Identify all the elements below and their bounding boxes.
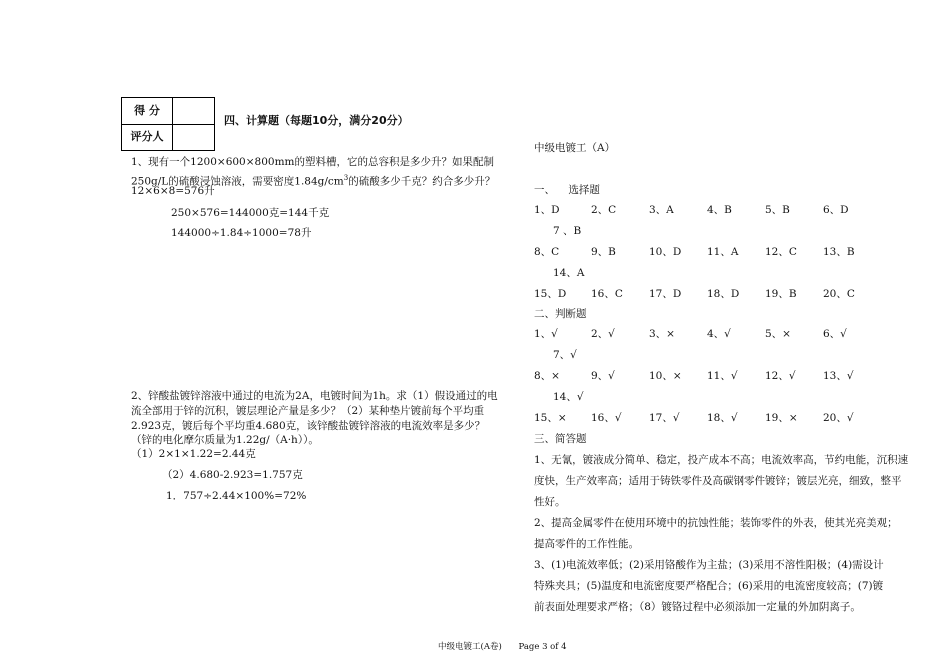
q2-line-1: 2、锌酸盐镀锌溶液中通过的电流为2A，电镀时间为1h。求（1）假设通过的电 bbox=[131, 390, 498, 402]
sec3-line-6: 3、(1)电流效率低；(2)采用铬酸作为主盐；(3)采用不溶性阳极；(4)需设计 bbox=[534, 559, 884, 571]
sec2-answer-item: 16、√ bbox=[591, 412, 622, 424]
sec2-answer-item: 5、× bbox=[765, 328, 791, 340]
sec2-answer-item: 13、√ bbox=[823, 370, 854, 382]
sec1-answer-item: 9、B bbox=[591, 246, 616, 258]
grader-value-cell[interactable] bbox=[173, 124, 214, 150]
q1-answer-2: 144000÷1.84÷1000=78升 bbox=[171, 227, 312, 239]
sec1-answer-item: 5、B bbox=[765, 204, 790, 216]
sec2-answer-item: 19、× bbox=[765, 412, 798, 424]
sec3-line-4: 2、提高金属零件在使用环境中的抗蚀性能；装饰零件的外表，使其光亮美观； bbox=[534, 517, 898, 529]
q1-line-3: 12×6×8=576升 bbox=[131, 185, 215, 197]
sec2-answer-item: 15、× bbox=[534, 412, 567, 424]
sec2-answer-item: 8、× bbox=[534, 370, 560, 382]
sec2-answer-item: 17、√ bbox=[649, 412, 680, 424]
sec2-title: 二、判断题 bbox=[534, 308, 587, 320]
sec2-answer-item: 14、√ bbox=[553, 391, 584, 403]
sec1-answer-item: 20、C bbox=[823, 288, 855, 300]
q2-line-4: （锌的电化摩尔质量为1.22g/（A·h））。 bbox=[131, 434, 319, 446]
sec1-answer-item: 19、B bbox=[765, 288, 797, 300]
grader-row bbox=[122, 124, 214, 150]
sec2-answer-item: 9、√ bbox=[591, 370, 615, 382]
sec1-answer-item: 8、C bbox=[534, 246, 560, 258]
score-value-cell[interactable] bbox=[173, 98, 214, 124]
sec3-line-2: 度快，生产效率高；适用于铸铁零件及高碳钢零件镀锌；镀层光亮，细致，整平 bbox=[534, 475, 902, 487]
sec2-answer-item: 4、√ bbox=[707, 328, 731, 340]
section-title: 四、计算题（每题10分，满分20分） bbox=[224, 114, 409, 127]
score-label: 得 分 bbox=[122, 98, 173, 124]
answer-key-title: 中级电镀工（A） bbox=[534, 142, 616, 154]
sec1-answer-item: 16、C bbox=[591, 288, 623, 300]
sec2-answer-item: 20、√ bbox=[823, 412, 854, 424]
q1-answer-1: 250×576=144000克=144千克 bbox=[171, 207, 330, 219]
sec2-answer-item: 10、× bbox=[649, 370, 682, 382]
sec1-answer-item: 7 、B bbox=[553, 225, 582, 237]
sec1-answer-item: 17、D bbox=[649, 288, 682, 300]
sec3-line-7: 特殊夹具；(5)温度和电流密度要严格配合；(6)采用的电流密度较高；(7)镀 bbox=[534, 580, 884, 592]
sec2-answer-item: 3、× bbox=[649, 328, 675, 340]
q2-answer-1: （1）2×1×1.22=2.44克 bbox=[131, 448, 256, 460]
score-table bbox=[121, 97, 215, 151]
grader-label: 评分人 bbox=[122, 124, 173, 150]
q2-line-3: 2.923克，镀后每个平均重4.680克，该锌酸盐镀锌溶液的电流效率是多少？ bbox=[131, 420, 486, 432]
sec1-answer-item: 15、D bbox=[534, 288, 567, 300]
q1-line-1: 1、现有一个1200×600×800mm的塑料槽，它的总容积是多少升？如果配制 bbox=[131, 156, 494, 168]
sec1-answer-item: 4、B bbox=[707, 204, 732, 216]
sec3-line-1: 1、无氰，镀液成分简单、稳定，投产成本不高；电流效率高，节约电能，沉积速 bbox=[534, 454, 909, 466]
sec3-line-8: 前表面处理要求严格；（8）镀铬过程中必须添加一定量的外加阴离子。 bbox=[534, 601, 861, 613]
score-row bbox=[122, 98, 214, 125]
page-footer bbox=[438, 640, 581, 652]
footer-page-label: Page 3 of 4 bbox=[518, 642, 567, 652]
sec1-answer-item: 10、D bbox=[649, 246, 682, 258]
sec1-answer-item: 3、A bbox=[649, 204, 674, 216]
sec1-answer-item: 14、A bbox=[553, 267, 585, 279]
q2-line-2: 流全部用于锌的沉积，镀层理论产量是多少？（2）某种垫片镀前每个平均重 bbox=[131, 405, 485, 417]
sec1-answer-item: 1、D bbox=[534, 204, 560, 216]
sec2-answer-item: 18、√ bbox=[707, 412, 738, 424]
sec2-answer-item: 7、√ bbox=[553, 349, 577, 361]
q2-answer-2: （2）4.680-2.923=1.757克 bbox=[162, 469, 303, 481]
sec1-answer-item: 2、C bbox=[591, 204, 617, 216]
footer-doc-label: 中级电镀工(A卷) bbox=[438, 642, 502, 652]
sec2-answer-item: 2、√ bbox=[591, 328, 615, 340]
sec2-answer-item: 6、√ bbox=[823, 328, 847, 340]
sec1-answer-item: 11、A bbox=[707, 246, 739, 258]
sec2-answer-item: 11、√ bbox=[707, 370, 738, 382]
q1-line-2: 250g/L的硫酸浸蚀溶液，需要密度$1.84g/cm^3$的硫酸多少千克？约合多少升？ bbox=[131, 174, 496, 188]
sec3-line-3: 性好。 bbox=[534, 496, 566, 508]
sec1-answer-item: 18、D bbox=[707, 288, 740, 300]
sec1-title: 一、 选择题 bbox=[534, 184, 600, 196]
q2-answer-3: 1．757÷2.44×100%=72% bbox=[166, 490, 307, 502]
sec2-answer-item: 1、√ bbox=[534, 328, 558, 340]
sec1-answer-item: 12、C bbox=[765, 246, 797, 258]
sec2-answer-item: 12、√ bbox=[765, 370, 796, 382]
sec1-answer-item: 13、B bbox=[823, 246, 855, 258]
sec3-title: 三、简答题 bbox=[534, 433, 587, 445]
q1-superscript: 3 bbox=[343, 174, 349, 182]
sec3-line-5: 提高零件的工作性能。 bbox=[534, 538, 639, 550]
sec1-answer-item: 6、D bbox=[823, 204, 849, 216]
